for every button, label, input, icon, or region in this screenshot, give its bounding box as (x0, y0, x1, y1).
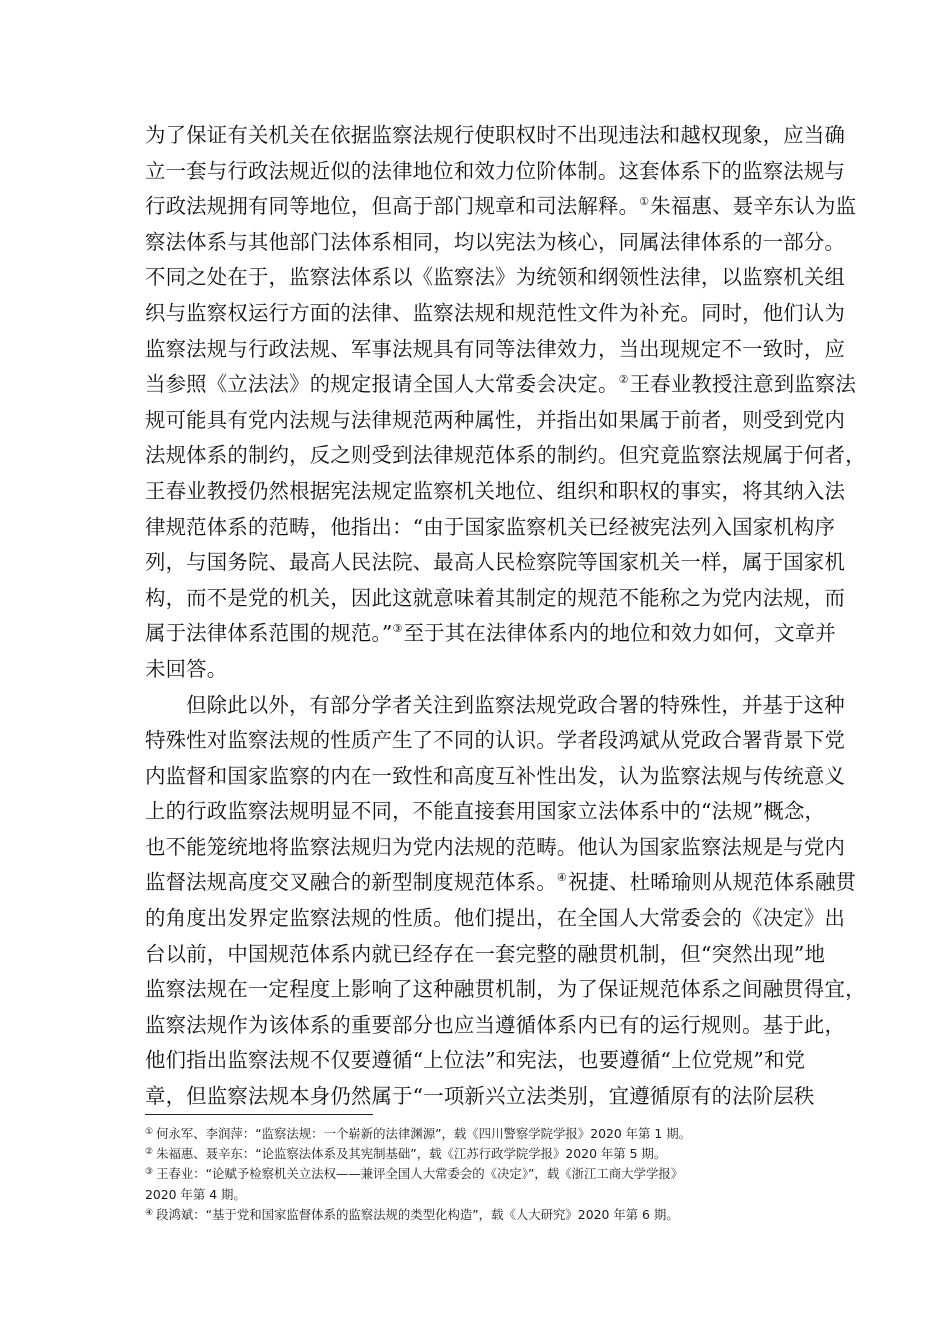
text-line (145, 438, 866, 474)
footnote-text: 段鸿斌：“基于党和国家监督体系的监察法规的类型化构造”，载《人大研究》2020 年第 6 期。 (156, 1206, 679, 1222)
paragraph-2 (145, 688, 866, 1115)
text-run: 王春业教授仍然根据宪法规定监察机关地位、组织和职权的事实，将其纳入法 (145, 478, 846, 503)
body-text (145, 118, 866, 1115)
footnote-reference[interactable]: ② (618, 373, 629, 387)
paragraph-1 (145, 118, 866, 688)
text-line (145, 901, 846, 937)
text-run: 章，但监察法规本身仍然属于“一项新兴立法类别，宜遵循原有的法阶层秩 (145, 1084, 815, 1109)
text-run: 立一套与行政法规近似的法律地位和效力位阶体制。这套体系下的监察法规与 (145, 158, 846, 183)
footnotes (145, 1124, 805, 1225)
footnote-text: 何永军、李润萍：“监察法规：一个崭新的法律渊源”，载《四川警察学院学报》2020 年第 1 期。 (156, 1126, 691, 1141)
text-run: 行政法规拥有同等地位，但高于部门规章和司法解释。 (145, 194, 640, 219)
text-run: 法规体系的制约，反之则受到法律规范体系的制约。但究竟监察法规属于何者， (145, 443, 866, 468)
text-run: 察法体系与其他部门法体系相同，均以宪法为核心，同属法律体系的一部分。 (145, 229, 846, 254)
text-line (145, 830, 846, 866)
text-run: 监督法规高度交叉融合的新型制度规范体系。 (145, 870, 557, 895)
footnote-mark: ① (145, 1127, 154, 1137)
text-line (145, 759, 846, 795)
text-run: 祝捷、杜晞瑜则从规范体系融贯 (567, 870, 857, 895)
text-line (145, 260, 846, 296)
footnote-line (145, 1185, 805, 1205)
text-run: 内监督和国家监察的内在一致性和高度互补性出发，认为监察法规与传统意义 (145, 763, 846, 788)
footnote-text: 王春业：“论赋予检察机关立法权——兼评全国人大常委会的《决定》”，载《浙江工商大学学报》 (156, 1166, 684, 1182)
footnote-line (145, 1124, 805, 1144)
text-run: 他们指出监察法规不仅要遵循“上位法”和宪法，也要遵循“上位党规”和党 (145, 1048, 806, 1073)
text-run: 监察法规与行政法规、军事法规具有同等法律效力，当出现规定不一致时，应 (145, 336, 846, 361)
text-run: 织与监察权运行方面的法律、监察法规和规范性文件为补充。同时，他们认为 (145, 300, 846, 325)
text-run: 台以前，中国规范体系内就已经存在一套完整的融贯机制，但“突然出现”地 (145, 941, 826, 966)
text-run: 为了保证有关机关在依据监察法规行使职权时不出现违法和越权现象，应当确 (145, 123, 846, 147)
text-run: 规可能具有党内法规与法律规范两种属性，并指出如果属于前者，则受到党内 (145, 407, 846, 432)
footnote-line (145, 1205, 805, 1225)
text-line (145, 296, 846, 332)
text-line (145, 865, 857, 901)
footnote-mark: ② (145, 1147, 154, 1158)
footnote-text: 2020 年第 4 期。 (145, 1186, 246, 1202)
text-run: 属于法律体系范围的规范。” (145, 621, 393, 646)
footnote-mark: ③ (145, 1167, 154, 1178)
footnote-line (145, 1144, 805, 1164)
text-run: 监察法规在一定程度上影响了这种融贯机制，为了保证规范体系之间融贯得宜， (145, 977, 866, 1002)
text-run: 上的行政监察法规明显不同，不能直接套用国家立法体系中的“法规”概念， (145, 799, 826, 824)
text-line (145, 688, 845, 724)
text-run: 的角度出发界定监察法规的性质。他们提出，在全国人大常委会的《决定》出 (145, 906, 846, 931)
text-line (145, 332, 846, 368)
text-run: 列，与国务院、最高人民法院、最高人民检察院等国家机关一样，属于国家机 (145, 550, 846, 575)
text-run: 王春业教授注意到监察法 (629, 372, 857, 397)
text-line (145, 118, 846, 154)
text-line (145, 154, 846, 190)
footnote-line (145, 1164, 805, 1184)
text-line (145, 723, 846, 759)
text-line (145, 225, 846, 261)
text-line (145, 616, 836, 652)
text-run: 特殊性对监察法规的性质产生了不同的认识。学者段鸿斌从党政合署背景下党 (145, 728, 846, 753)
footnote-reference[interactable]: ③ (392, 622, 403, 636)
text-line (145, 937, 826, 973)
text-line (145, 510, 836, 546)
footnote-reference[interactable]: ④ (556, 871, 567, 885)
footnote-text: 朱福惠、聂辛东：“论监察法体系及其宪制基础”，载《江苏行政学院学报》2020 年第 5 期。 (156, 1146, 667, 1162)
text-run: 朱福惠、聂辛东认为监 (650, 194, 857, 219)
text-run: 但除此以外，有部分学者关注到监察法规党政合署的特殊性，并基于这种 (186, 692, 845, 717)
text-line (145, 367, 857, 403)
text-line (145, 652, 805, 688)
text-line (145, 545, 846, 581)
text-line (145, 189, 857, 225)
text-line (145, 581, 846, 617)
text-run: 也不能笼统地将监察法规归为党内法规的范畴。他认为国家监察法规是与党内 (145, 834, 846, 859)
text-line (145, 972, 866, 1008)
text-run: 构，而不是党的机关，因此这就意味着其制定的规范不能称之为党内法规，而 (145, 585, 846, 610)
footnote-reference[interactable]: ① (639, 195, 650, 209)
text-run: 监察法规作为该体系的重要部分也应当遵循体系内已有的运行规则。基于此， (145, 1012, 846, 1037)
text-run: 至于其在法律体系内的地位和效力如何，文章并 (403, 621, 836, 646)
text-run: 未回答。 (145, 656, 228, 681)
text-run: 律规范体系的范畴，他指出：“由于国家监察机关已经被宪法列入国家机构序 (145, 514, 836, 539)
text-line (145, 1043, 805, 1079)
text-line (145, 474, 846, 510)
text-run: 不同之处在于，监察法体系以《监察法》为统领和纲领性法律，以监察机关组 (145, 265, 846, 290)
footnote-divider (145, 1114, 373, 1115)
text-line (145, 794, 826, 830)
text-line (145, 403, 846, 439)
footnote-mark: ④ (145, 1207, 154, 1218)
text-line (145, 1079, 815, 1115)
text-line (145, 1008, 846, 1044)
text-run: 当参照《立法法》的规定报请全国人大常委会决定。 (145, 372, 619, 397)
